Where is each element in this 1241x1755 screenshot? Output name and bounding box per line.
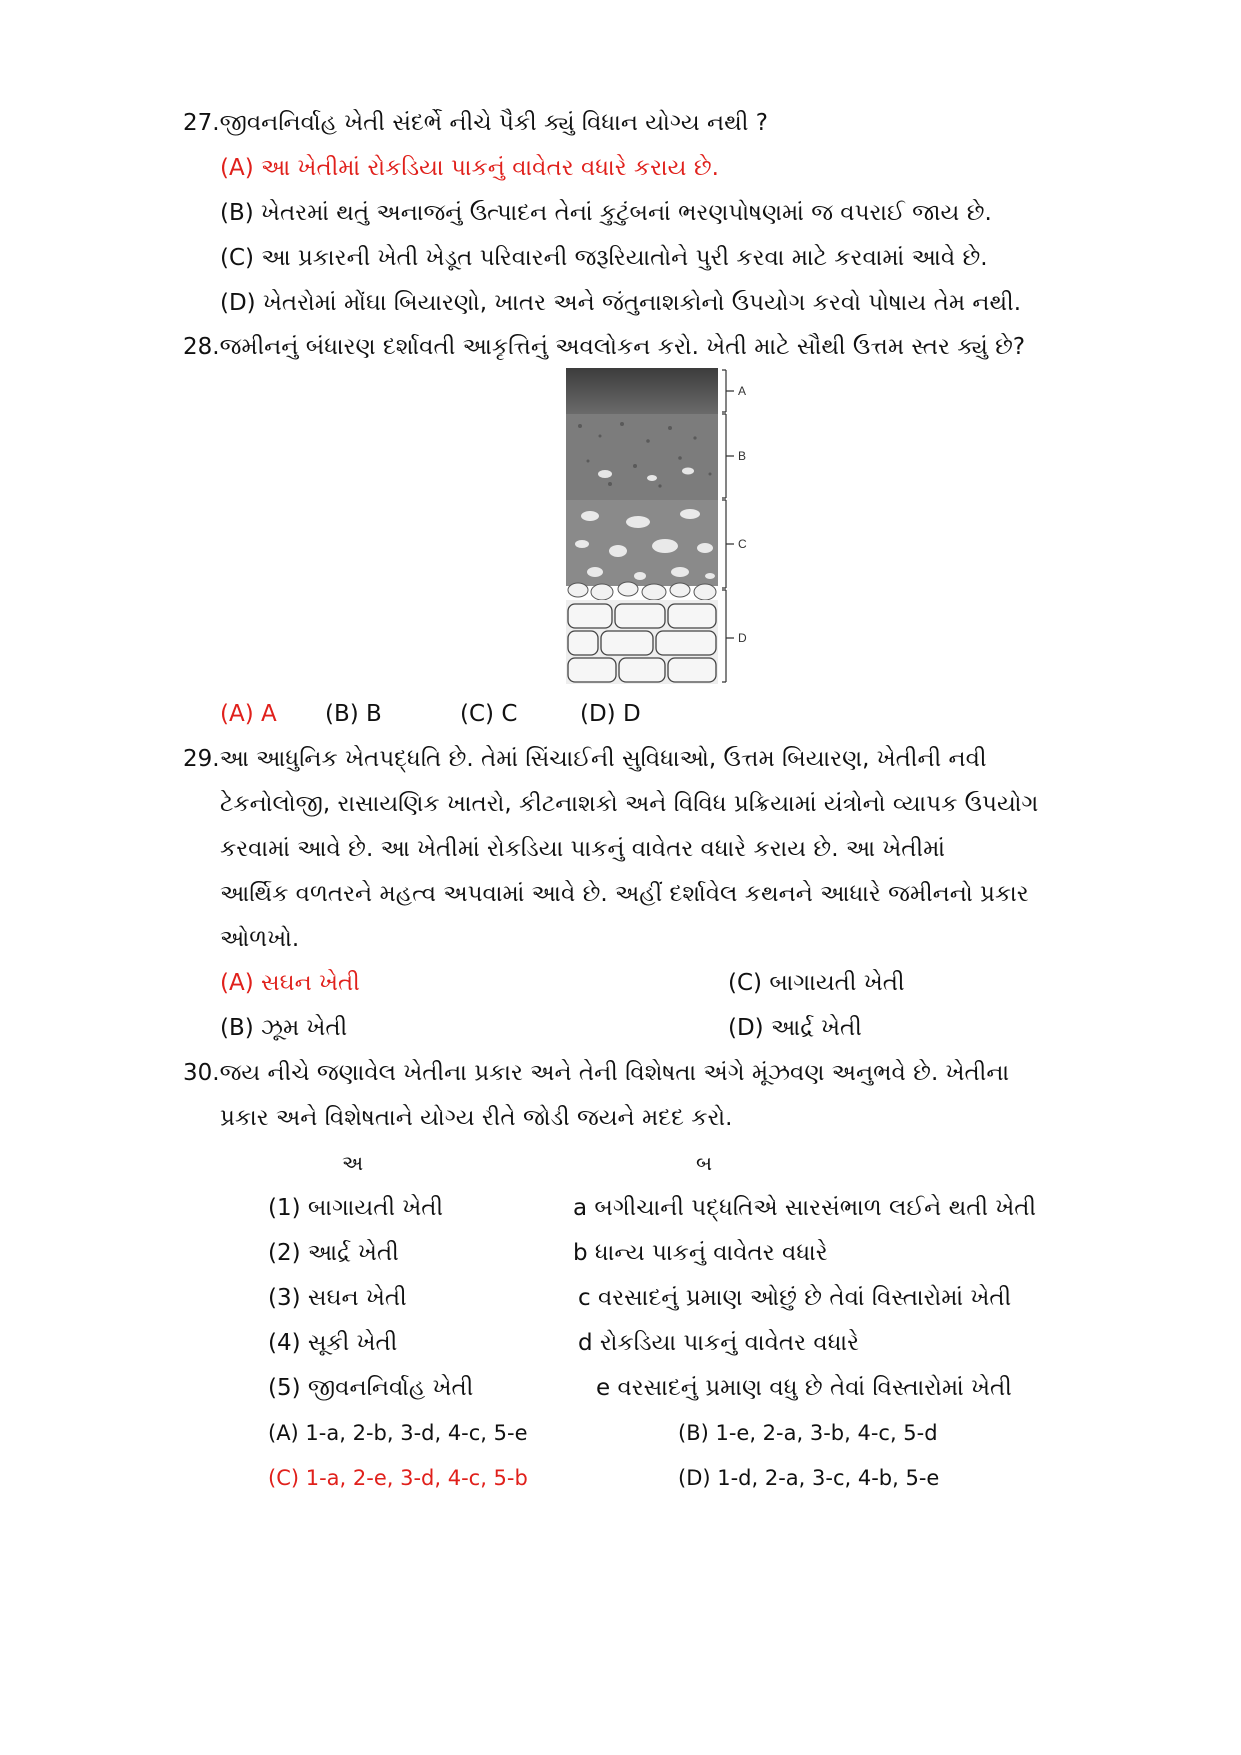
q30-column-b-item-b: b ધાન્ય પાકનું વાવેતર વધારે (573, 1240, 828, 1266)
q28-question: 28.જમીનનું બંધારણ દર્શાવતી આકૃત્તિનું અવલોકન કરો. ખેતી માટે સૌથી ઉત્તમ સ્તર ક્યું છે? (183, 334, 1026, 360)
soil-horizon-a (566, 368, 718, 414)
q30-column-a-item-4: (4) સૂકી ખેતી (268, 1330, 398, 1356)
q29-text-line-3: કરવામાં આવે છે. આ ખેતીમાં રોકડિયા પાકનું વાવેતર વધારે કરાય છે. આ ખેતીમાં (220, 836, 945, 862)
q27-option-b: (B) ખેતરમાં થતું અનાજનું ઉત્પાદન તેનાં કુટુંબનાં ભરણપોષણમાં જ વપરાઈ જાય છે. (220, 200, 992, 226)
horizon-label-d: D (738, 631, 747, 645)
q30-column-a-item-3: (3) સઘન ખેતી (268, 1285, 407, 1311)
soil-horizon-d-bedrock (568, 604, 716, 682)
q28-option-c: (C) C (460, 701, 518, 727)
soil-profile-figure (560, 366, 780, 686)
q30-text-line-1: 30.જય નીચે જણાવેલ ખેતીના પ્રકાર અને તેની વિશેષતા અંગે મૂંઝવણ અનુભવે છે. ખેતીના (183, 1060, 1010, 1086)
q29-option-a-answer: (A) સઘન ખેતી (220, 970, 360, 996)
q29-text-line-1: 29.આ આધુનિક ખેતપદ્ધતિ છે. તેમાં સિંચાઈની સુવિધાઓ, ઉત્તમ બિયારણ, ખેતીની નવી (183, 746, 987, 772)
q30-option-b: (B) 1-e, 2-a, 3-b, 4-c, 5-d (678, 1421, 938, 1445)
q28-option-a-answer: (A) A (220, 701, 277, 727)
q29-text-line-2: ટેકનોલોજી, રાસાયણિક ખાતરો, કીટનાશકો અને વિવિધ પ્રક્રિયામાં યંત્રોનો વ્યાપક ઉપયોગ (220, 791, 1039, 817)
q27-option-d: (D) ખેતરોમાં મોંઘા બિયારણો, ખાતર અને જંતુનાશકોનો ઉપયોગ કરવો પોષાય તેમ નથી. (220, 290, 1022, 316)
q27-option-c: (C) આ પ્રકારની ખેતી ખેડૂત પરિવારની જરૂરિયાતોને પુરી કરવા માટે કરવામાં આવે છે. (220, 245, 988, 271)
q30-column-b-item-e: e વરસાદનું પ્રમાણ વધુ છે તેવાં વિસ્તારોમાં ખેતી (596, 1375, 1012, 1401)
q30-column-a-item-2: (2) આર્દ્ર ખેતી (268, 1240, 399, 1266)
q30-column-a-item-1: (1) બાગાયતી ખેતી (268, 1195, 444, 1221)
q30-column-b-header: બ (696, 1151, 713, 1175)
q30-text-line-2: પ્રકાર અને વિશેષતાને યોગ્ય રીતે જોડી જયને મદદ કરો. (220, 1105, 733, 1131)
q29-option-b: (B) ઝૂમ ખેતી (220, 1015, 348, 1041)
q30-column-a-header: અ (342, 1151, 364, 1175)
q29-text-line-4: આર્થિક વળતરને મહત્વ અપવામાં આવે છે. અહીં દર્શાવેલ કથનને આધારે જમીનનો પ્રકાર (220, 881, 1029, 907)
q29-option-d: (D) આર્દ્ર ખેતી (728, 1015, 862, 1041)
q30-column-a-item-5: (5) જીવનનિર્વાહ ખેતી (268, 1375, 474, 1401)
q29-option-c: (C) બાગાયતી ખેતી (728, 970, 905, 996)
horizon-label-c: C (738, 537, 747, 551)
horizon-label-b: B (738, 449, 747, 463)
q30-column-b-item-c: c વરસાદનું પ્રમાણ ઓછું છે તેવાં વિસ્તારોમાં ખેતી (578, 1285, 1012, 1311)
q28-option-b: (B) B (325, 701, 382, 727)
q29-text-line-5: ઓળખો. (220, 926, 300, 952)
horizon-brackets (722, 370, 734, 682)
horizon-label-a: A (738, 384, 747, 398)
q28-option-d: (D) D (580, 701, 641, 727)
soil-horizon-b (566, 414, 718, 500)
q30-column-b-item-d: d રોકડિયા પાકનું વાવેતર વધારે (578, 1330, 860, 1356)
q30-option-a: (A) 1-a, 2-b, 3-d, 4-c, 5-e (268, 1421, 528, 1445)
q27-option-a-answer: (A) આ ખેતીમાં રોકડિયા પાકનું વાવેતર વધારે કરાય છે. (220, 155, 719, 181)
q27-question: 27.જીવનનિર્વાહ ખેતી સંદર્ભે નીચે પૈકી ક્યું વિધાન યોગ્ય નથી ? (183, 110, 768, 136)
q30-option-c-answer: (C) 1-a, 2-e, 3-d, 4-c, 5-b (268, 1466, 528, 1490)
q30-column-b-item-a: a બગીચાની પદ્ધતિએ સારસંભાળ લઈને થતી ખેતી (573, 1195, 1037, 1221)
q30-option-d: (D) 1-d, 2-a, 3-c, 4-b, 5-e (678, 1466, 940, 1490)
